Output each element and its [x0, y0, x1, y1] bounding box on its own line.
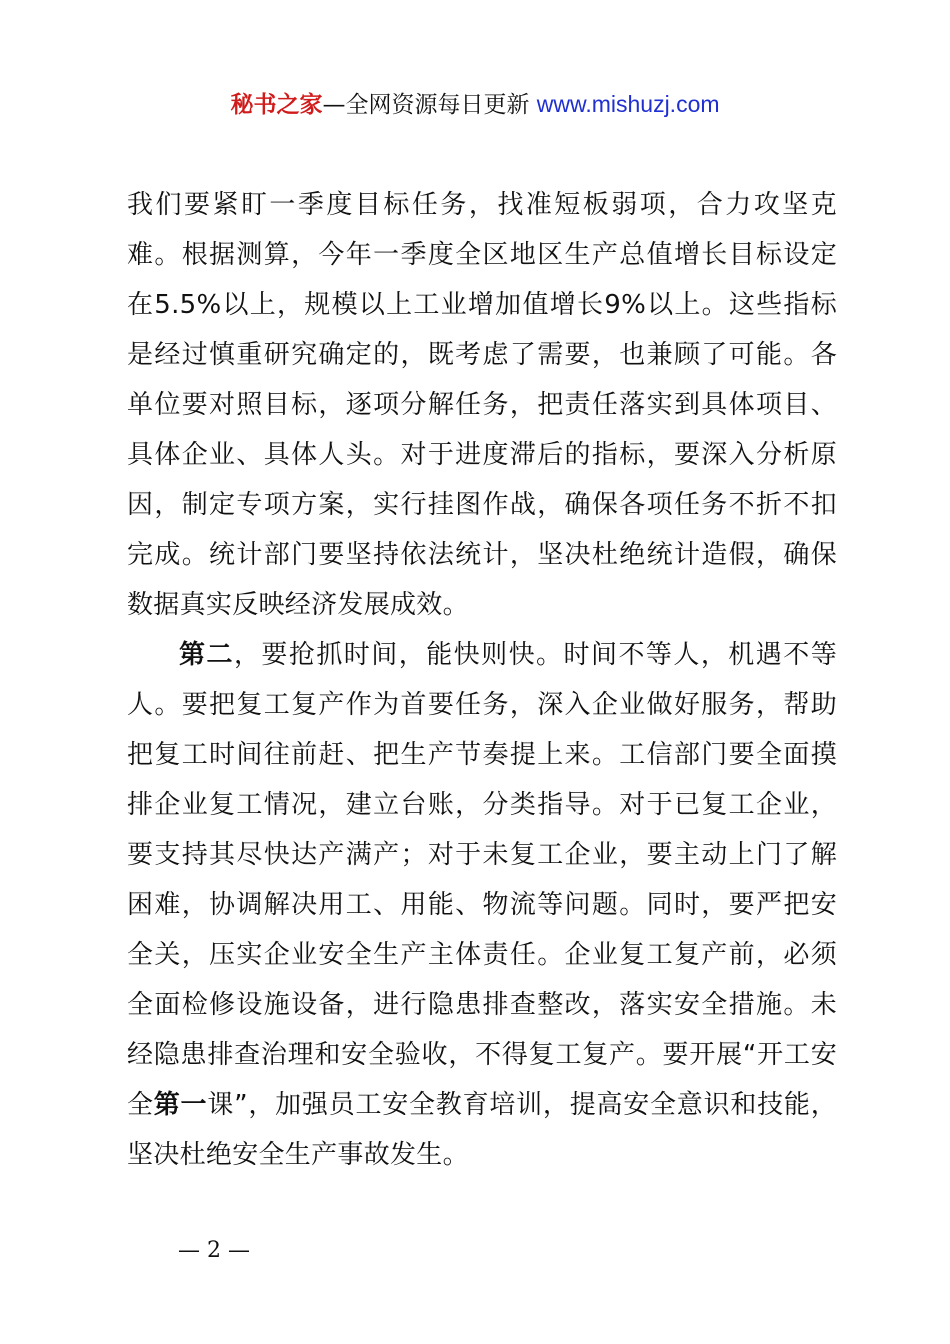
emphasis-text: 第一 — [153, 1090, 208, 1120]
brand-name: 秘书之家 — [230, 92, 323, 118]
paragraph-second-point — [127, 630, 837, 1180]
paragraph-continuation: 我们要紧盯一季度目标任务，找准短板弱项，合力攻坚克难。根据测算，今年一季度全区地区生产总值增长目标设定在5.5%以上，规模以上工业增加值增长9%以上。这些指标是经过慎重研究确定的，既考虑了需要，也兼顾了可能。各单位要对照目标，逐项分解任务，把责任落实到具体项目、具体企业、具体人头。对于进度滞后的指标，要深入分析原因，制定专项方案，实行挂图作战，确保各项任务不折不扣完成。统计部门要坚持依法统计，坚决杜绝统计造假，确保数据真实反映经济发展成效。 — [127, 190, 837, 620]
paragraph-text-part-b: 课”，加强员工安全教育培训，提高安全意识和技能，坚决杜绝安全生产事故发生。 — [127, 1090, 837, 1170]
brand-tagline: —全网资源每日更新 — [322, 92, 530, 118]
site-url-link[interactable]: www.mishuzj.com — [536, 91, 720, 117]
page-number: — 2 — — [178, 1238, 250, 1263]
point-heading: 第二 — [179, 640, 234, 670]
site-banner — [0, 88, 950, 121]
paragraph-text-part-a: ，要抢抓时间，能快则快。时间不等人，机遇不等人。要把复工复产作为首要任务，深入企业做好服务，帮助把复工时间往前赶、把生产节奏提上来。工信部门要全面摸排企业复工情况，建立台账，分类指导。对于已复工企业，要支持其尽快达产满产；对于未复工企业，要主动上门了解困难，协调解决用工、用能、物流等问题。同时，要严把安全关，压实企业安全生产主体责任。企业复工复产前，必须全面检修设施设备，进行隐患排查整改，落实安全措施。未经隐患排查治理和安全验收，不得复工复产。要开展“开工安全 — [127, 640, 837, 1120]
document-body — [127, 180, 837, 1180]
